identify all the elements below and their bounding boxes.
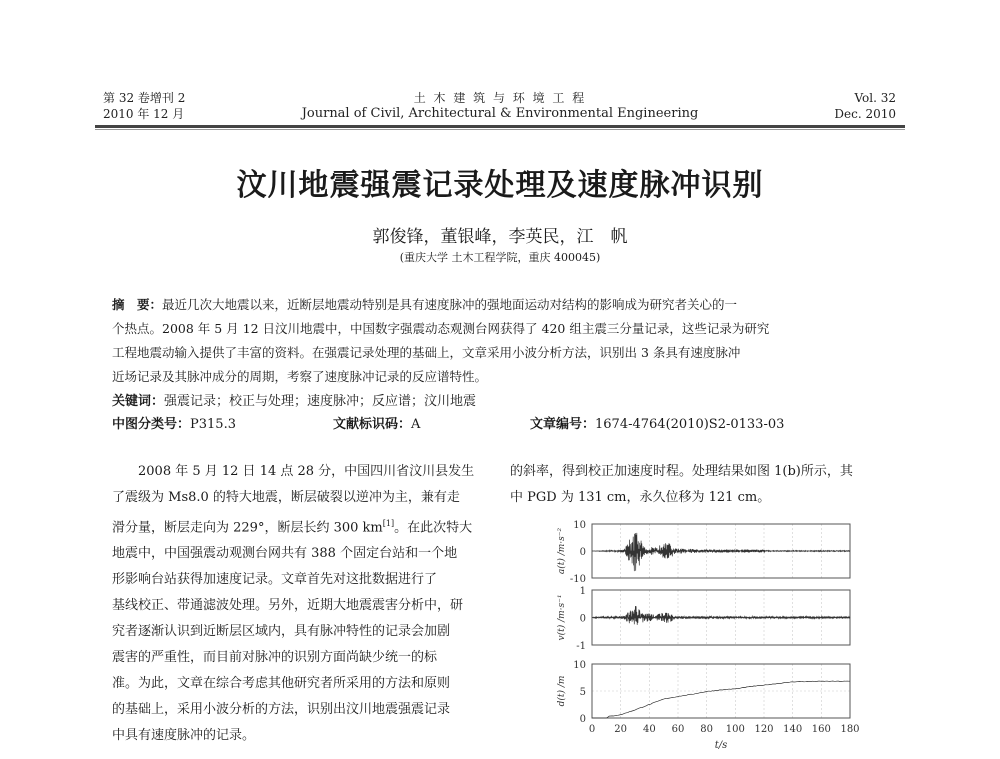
series-line-displacement xyxy=(592,681,850,718)
y-tick-label: 5 xyxy=(579,687,586,698)
panel-velocity xyxy=(556,586,850,652)
x-tick-label: 60 xyxy=(671,724,685,735)
panel-acceleration xyxy=(556,520,850,585)
panel-displacement xyxy=(556,660,850,725)
y-tick-label: 0 xyxy=(579,547,586,558)
body-line: 了震级为 Ms8.0 的特大地震，断层破裂以逆冲为主，兼有走 xyxy=(112,490,460,505)
y-tick-label: 0 xyxy=(579,714,586,725)
journal-name-en: Journal of Civil, Architectural & Environmental Engineering xyxy=(301,106,699,121)
header-rule-thin xyxy=(95,129,905,130)
x-tick-label: 80 xyxy=(700,724,714,735)
x-tick-label: 20 xyxy=(614,724,628,735)
body-line: 基线校正、带通滤波处理。另外，近期大地震震害分析中，研 xyxy=(112,598,464,614)
paper-title: 汶川地震强震记录处理及速度脉冲识别 xyxy=(236,168,764,203)
journal-date-cn: 2010 年 12 月 xyxy=(103,107,185,121)
body-line: 2008 年 5 月 12 日 14 点 28 分，中国四川省汶川县发生 xyxy=(112,464,475,479)
body-line: 滑分量，断层走向为 229°，断层长约 300 km[1]。在此次特大 xyxy=(112,519,473,536)
body-left-column xyxy=(112,459,474,749)
abstract-line: 个热点。2008 年 5 月 12 日汶川地震中，中国数字强震动态观测台网获得了 420 组主震三分量记录，这些记录为研究 xyxy=(112,321,770,336)
y-tick-label: 0 xyxy=(579,613,586,625)
body-line: 地震中，中国强震动观测台网共有 388 个固定台站和一个地 xyxy=(112,546,458,562)
body-line: 中 PGD 为 131 cm，永久位移为 121 cm。 xyxy=(510,490,771,505)
series-line-velocity xyxy=(592,606,850,625)
y-tick-label: -10 xyxy=(569,574,586,585)
x-tick-label: 40 xyxy=(642,724,656,735)
abstract-line: 摘 要：最近几次大地震以来，近断层地震动特别是具有速度脉冲的强地面运动对结构的影响成为研究者关心的一 xyxy=(112,297,738,312)
body-line: 究者逐渐认识到近断层区域内，具有脉冲特性的记录会加剧 xyxy=(112,624,451,640)
citation-ref[interactable]: [1] xyxy=(382,519,395,528)
article-number: 文章编号：1674-4764(2010)S2-0133-03 xyxy=(530,417,785,432)
abstract-line: 近场记录及其脉冲成分的周期，考察了速度脉冲记录的反应谱特性。 xyxy=(112,369,488,384)
header-rule xyxy=(95,125,905,128)
body-line: 的斜率，得到校正加速度时程。处理结果如图 1(b)所示，其 xyxy=(510,464,853,479)
series-line-acceleration xyxy=(592,533,850,571)
journal-name-cn: 土 木 建 筑 与 环 境 工 程 xyxy=(413,91,587,105)
y-tick-label: 10 xyxy=(573,660,586,671)
body-line: 准。为此，文章在综合考虑其他研究者所采用的方法和原则 xyxy=(112,676,451,692)
x-tick-label: 140 xyxy=(783,724,803,735)
x-tick-label: 0 xyxy=(588,724,596,735)
y-tick-label: 10 xyxy=(573,520,586,531)
authors: 郭俊锋，董银峰，李英民，江 帆 xyxy=(372,227,628,247)
body-line: 中具有速度脉冲的记录。 xyxy=(112,728,256,744)
y-tick-label: 1 xyxy=(579,586,586,597)
y-axis-label: d(t) /m xyxy=(557,675,567,707)
journal-volume: 第 32 卷增刊 2 xyxy=(103,91,186,105)
y-axis-label: a(t) /m·s⁻² xyxy=(557,527,567,575)
x-tick-label: 180 xyxy=(840,724,860,735)
clc-number: 中图分类号：P315.3 xyxy=(112,417,236,432)
x-tick-label: 100 xyxy=(725,724,745,735)
journal-vol-en: Vol. 32 xyxy=(854,91,896,105)
seismic-record-figure xyxy=(500,510,870,759)
x-tick-label: 160 xyxy=(811,724,831,735)
body-line: 震害的严重性，而目前对脉冲的识别方面尚缺少统一的标 xyxy=(112,650,438,666)
keywords: 关键词：强震记录；校正与处理；速度脉冲；反应谱；汶川地震 xyxy=(112,394,477,409)
abstract-label: 摘 要： xyxy=(112,297,163,312)
document-code: 文献标识码：A xyxy=(333,417,421,432)
x-tick-label: 120 xyxy=(754,724,774,735)
x-axis-label: t/s xyxy=(714,740,728,751)
body-right-column xyxy=(510,459,853,511)
body-line: 的基础上，采用小波分析的方法，识别出汶川地震强震记录 xyxy=(112,702,451,718)
y-tick-label: -1 xyxy=(576,641,586,652)
body-line: 形影响台站获得加速度记录。文章首先对这批数据进行了 xyxy=(112,572,438,588)
abstract-line: 工程地震动输入提供了丰富的资料。在强震记录处理的基础上，文章采用小波分析方法，识别出 3 条具有速度脉冲 xyxy=(112,345,741,360)
journal-date-en: Dec. 2010 xyxy=(834,107,896,121)
y-axis-label: v(t) /m·s⁻¹ xyxy=(557,594,567,641)
affiliation: (重庆大学 土木工程学院，重庆 400045) xyxy=(399,251,601,264)
